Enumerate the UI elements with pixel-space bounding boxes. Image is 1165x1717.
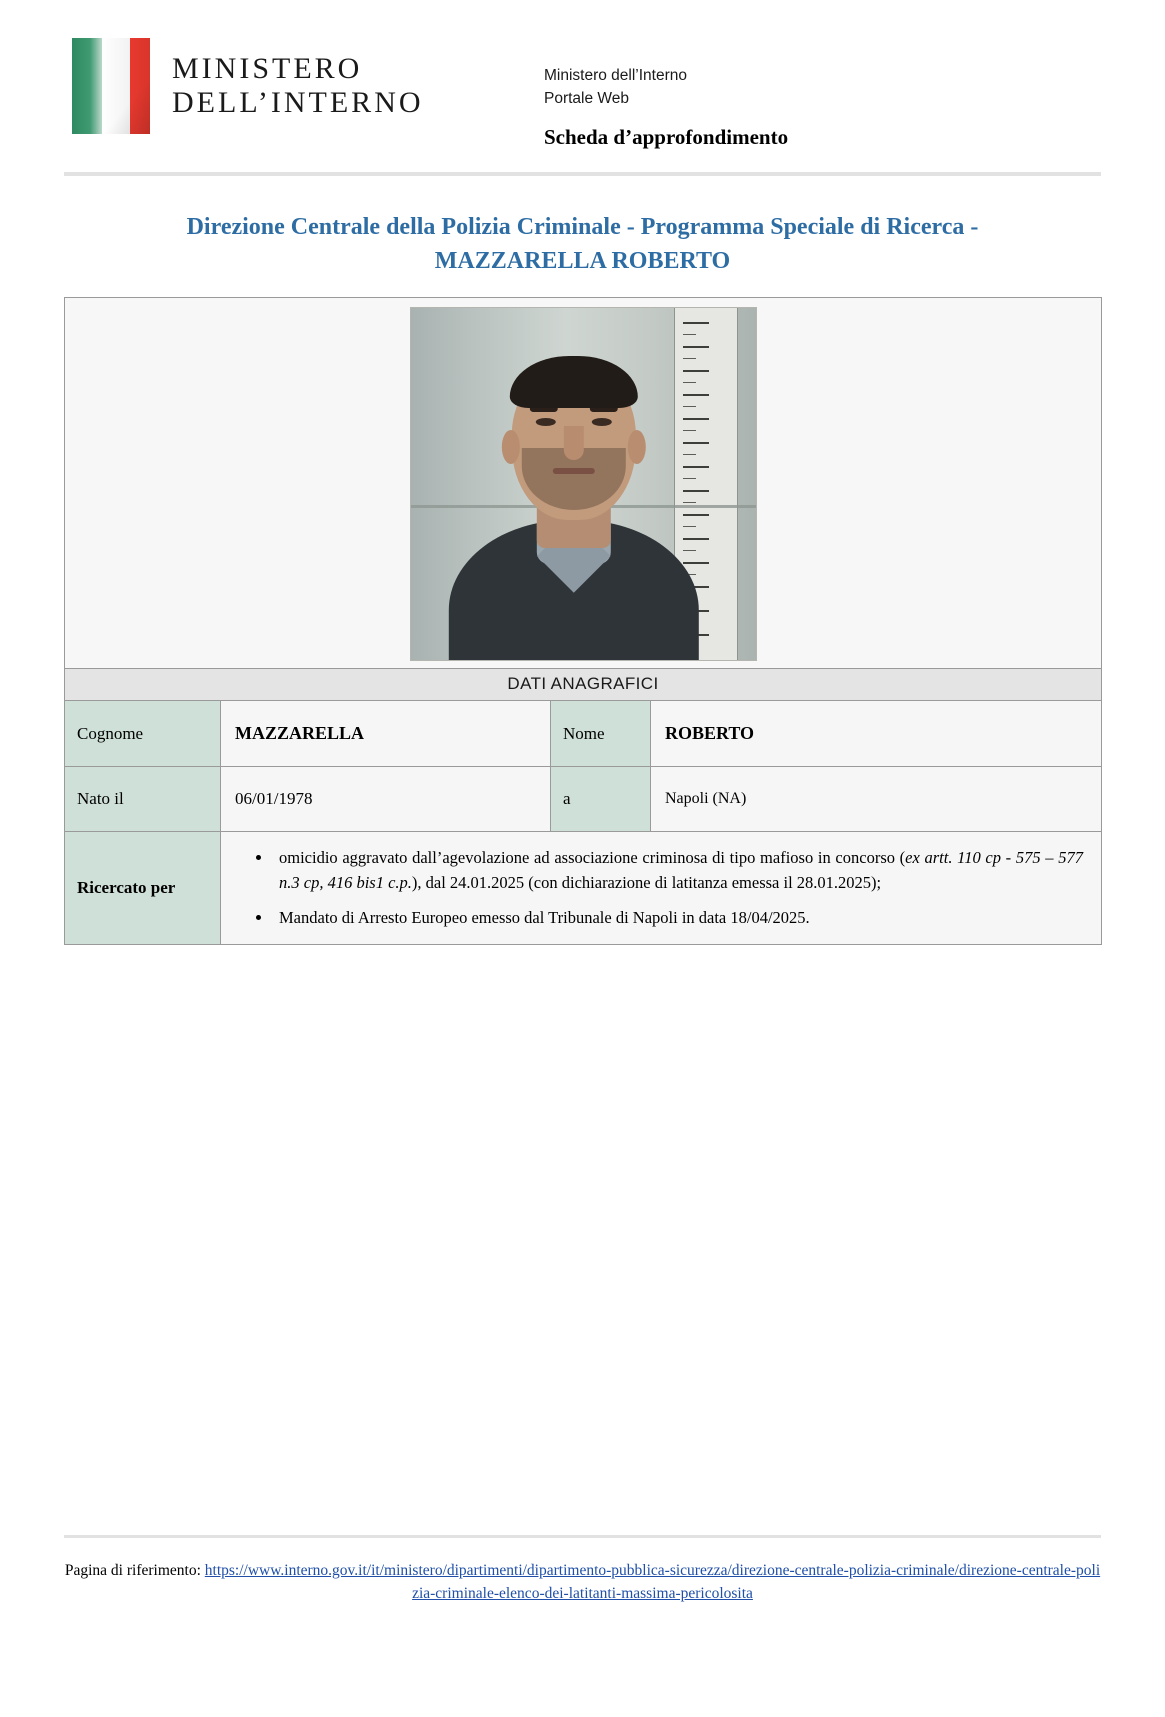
charge-item-1 — [273, 846, 1083, 896]
nato-il-value: 06/01/1978 — [221, 767, 551, 832]
mugshot-cell — [65, 298, 1102, 669]
document-footer — [64, 1535, 1101, 1605]
charge-item-2 — [273, 906, 1083, 931]
cognome-value: MAZZARELLA — [221, 701, 551, 767]
logo-wordmark — [172, 52, 424, 119]
wanted-for-row — [65, 832, 1102, 945]
mugshot-photo — [410, 307, 757, 661]
charge-1-pre: omicidio aggravato dall’agevolazione ad associazione criminosa di tipo mafioso in concorso ( — [279, 848, 906, 868]
logo-line-2: DELL’INTERNO — [172, 86, 424, 119]
ricercato-per-label: Ricercato per — [65, 832, 221, 945]
header-divider — [64, 172, 1101, 176]
ministry-logo — [64, 38, 534, 134]
page-title-line-1: Direzione Centrale della Polizia Criminale - Programma Speciale di Ricerca - — [186, 213, 979, 240]
nome-value: ROBERTO — [651, 701, 1102, 767]
photo-row — [65, 298, 1102, 669]
nome-label: Nome — [551, 701, 651, 767]
document-header — [64, 0, 1101, 150]
charge-1-post: ), dal 24.01.2025 (con dichiarazione di latitanza emessa il 28.01.2025); — [411, 872, 882, 892]
footer-divider — [64, 1535, 1101, 1538]
name-row — [65, 701, 1102, 767]
charges-list — [221, 846, 1083, 930]
luogo-label: a — [551, 767, 651, 832]
footer-label: Pagina di riferimento: — [64, 1562, 205, 1580]
document-type: Scheda d’approfondimento — [544, 124, 789, 149]
subject-data-table — [64, 297, 1102, 945]
luogo-value: Napoli (NA) — [651, 767, 1102, 832]
reference-link[interactable]: https://www.interno.gov.it/it/ministero/dipartimenti/dipartimento-pubblica-sicurezza/direzione-centrale-polizia-criminale/direzione-centrale-polizia-criminale-elenco-dei-latitanti-massima-pericolosita — [204, 1562, 1101, 1602]
header-right — [534, 38, 788, 150]
ministry-name: Ministero dell’Interno — [544, 67, 688, 84]
nato-il-label: Nato il — [65, 767, 221, 832]
section-header-row — [65, 669, 1102, 701]
birth-row — [65, 767, 1102, 832]
charge-2-pre: Mandato di Arresto Europeo emesso dal Tribunale di Napoli in data 18/04/2025. — [279, 907, 810, 927]
italian-flag-icon — [72, 38, 150, 134]
portal-name: Portale Web — [544, 90, 630, 108]
page-title-line-2: MAZZARELLA ROBERTO — [434, 248, 731, 275]
cognome-label: Cognome — [65, 701, 221, 767]
ricercato-per-value — [221, 832, 1102, 945]
section-header-label: DATI ANAGRAFICI — [65, 669, 1102, 701]
logo-line-1: MINISTERO — [172, 52, 363, 86]
page-title — [64, 210, 1101, 280]
charge-1-italic: ex artt. 110 cp - 575 – 577 n.3 cp, 416 bis1 c.p. — [279, 848, 1083, 892]
footer-text — [64, 1560, 1101, 1605]
